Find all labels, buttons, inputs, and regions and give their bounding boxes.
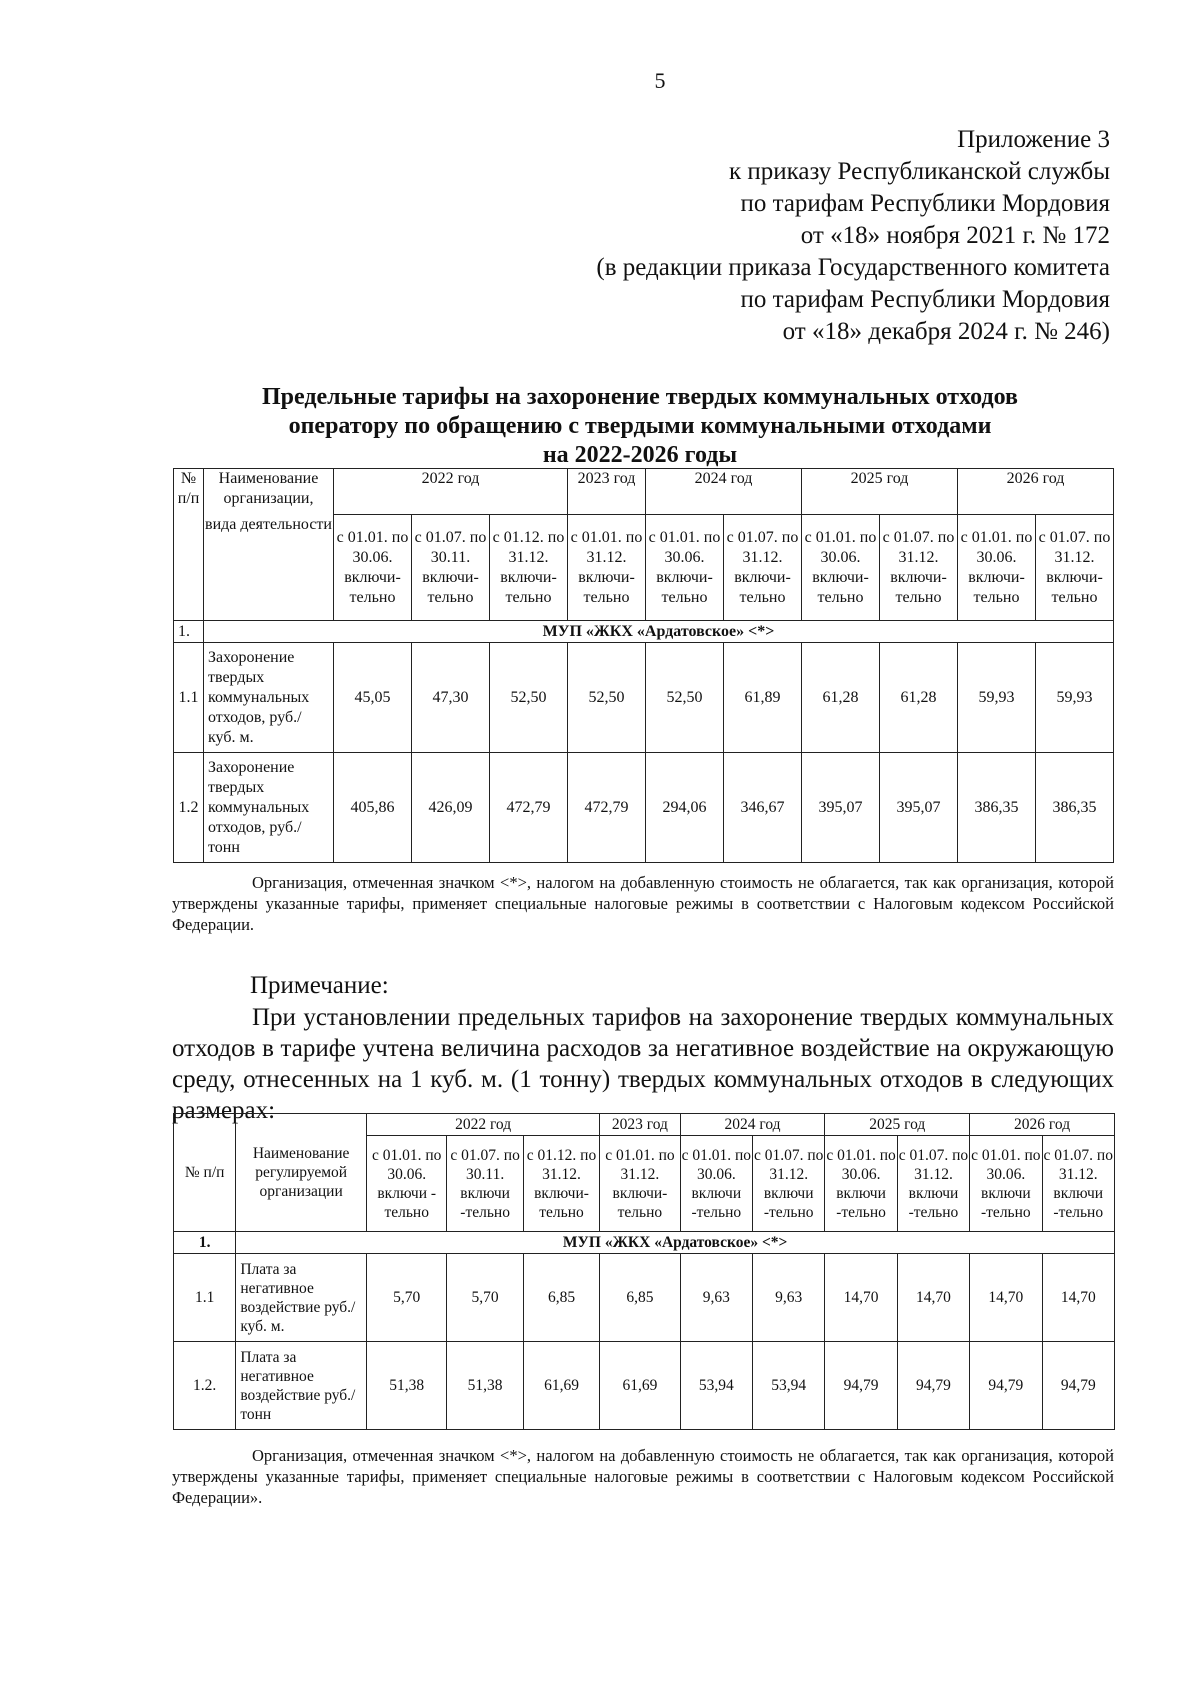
value-cell: 294,06 [646,753,724,863]
value-cell: 53,94 [680,1342,752,1430]
environmental-fee-table [173,1113,1115,1430]
value-cell: 6,85 [523,1254,599,1342]
value-cell: 14,70 [897,1254,969,1342]
section-num: 1. [174,1232,236,1254]
value-cell: 52,50 [490,643,568,753]
value-cell: 9,63 [753,1254,825,1342]
header-org-name: Наименование организации, [204,469,334,515]
note-title: Примечание: [250,972,389,999]
value-cell: 61,28 [802,643,880,753]
title-line: Предельные тарифы на захоронение твердых коммунальных отходов [261,384,1018,410]
value-cell: 61,28 [880,643,958,753]
value-cell: 45,05 [334,643,412,753]
appendix-line: от «18» ноября 2021 г. № 172 [800,222,1110,249]
header-period: с 01.12. по 31.12. включи- тельно [523,1136,599,1232]
header-period: с 01.01. по 30.06. включи - тельно [367,1136,447,1232]
value-cell: 472,79 [568,753,646,863]
value-cell: 94,79 [897,1342,969,1430]
header-year: 2024 год [646,469,802,515]
appendix-line: к приказу Республиканской службы [728,158,1110,185]
value-cell: 386,35 [958,753,1036,863]
appendix-line: по тарифам Республики Мордовия [740,190,1110,217]
header-period: с 01.12. по 31.12. включи-тельно [490,515,568,621]
footnote: Организация, отмеченная значком <*>, налогом на добавленную стоимость не облагается, так как организация, которой утверждены указанные тарифы, применяет специальные налоговые режимы в соответствии с Налоговым кодексом Российской Федерации. [172,873,1114,934]
value-cell: 14,70 [1042,1254,1114,1342]
row-name: Захоронение твердых коммунальных отходов, руб./ куб. м. [204,643,334,753]
header-num: № п/п [174,1114,236,1232]
value-cell: 59,93 [958,643,1036,753]
header-period: с 01.07. по 31.12. включи -тельно [897,1136,969,1232]
header-period: с 01.07. по 31.12. включи -тельно [753,1136,825,1232]
value-cell: 47,30 [412,643,490,753]
row-num: 1.2. [174,1342,236,1430]
header-period: с 01.01. по 30.06. включи-тельно [958,515,1036,621]
row-name: Плата за негативное воздействие руб./ тонн [236,1342,367,1430]
header-period: с 01.01. по 30.06. включи -тельно [680,1136,752,1232]
header-period: с 01.07. по 31.12. включи-тельно [1036,515,1114,621]
value-cell: 52,50 [646,643,724,753]
header-period: с 01.01. по 30.06. включи -тельно [825,1136,897,1232]
title-line: на 2022-2026 годы [542,442,738,468]
value-cell: 61,69 [523,1342,599,1430]
section-org: МУП «ЖКХ «Ардатовское» <*> [204,621,1114,643]
appendix-line: по тарифам Республики Мордовия [740,286,1110,313]
value-cell: 5,70 [367,1254,447,1342]
appendix-line: (в редакции приказа Государственного комитета [596,254,1110,281]
row-name: Захоронение твердых коммунальных отходов, руб./ тонн [204,753,334,863]
table-row [174,1254,1115,1342]
appendix-line: Приложение 3 [957,126,1110,153]
appendix-header [596,124,1110,348]
header-org-name: Наименование регулируемой организации [236,1114,367,1232]
header-year: 2026 год [958,469,1114,515]
header-period: с 01.07. по 30.11. включи-тельно [412,515,490,621]
header-activity: вида деятельности [204,515,334,621]
value-cell: 51,38 [447,1342,523,1430]
tariff-table [173,468,1114,863]
value-cell: 6,85 [600,1254,680,1342]
header-year: 2022 год [334,469,568,515]
section-num: 1. [174,621,204,643]
value-cell: 51,38 [367,1342,447,1430]
header-period: с 01.07. по 31.12. включи-тельно [880,515,958,621]
header-period: с 01.01. по 31.12. включи- тельно [600,1136,680,1232]
header-period: с 01.01. по 30.06. включи-тельно [334,515,412,621]
header-period: с 01.07. по 31.12. включи-тельно [724,515,802,621]
page-number: 5 [654,68,666,93]
value-cell: 52,50 [568,643,646,753]
value-cell: 14,70 [825,1254,897,1342]
value-cell: 94,79 [1042,1342,1114,1430]
value-cell: 346,67 [724,753,802,863]
row-num: 1.1 [174,1254,236,1342]
table-row [174,753,1114,863]
header-year: 2022 год [367,1114,600,1136]
value-cell: 9,63 [680,1254,752,1342]
header-year: 2026 год [970,1114,1115,1136]
table-row [174,643,1114,753]
header-period: с 01.07. по 31.12. включи -тельно [1042,1136,1114,1232]
header-num: № п/п [174,469,204,621]
value-cell: 405,86 [334,753,412,863]
header-year: 2023 год [568,469,646,515]
value-cell: 395,07 [880,753,958,863]
value-cell: 61,69 [600,1342,680,1430]
value-cell: 59,93 [1036,643,1114,753]
header-year: 2023 год [600,1114,680,1136]
document-title [170,383,1110,470]
value-cell: 472,79 [490,753,568,863]
table-row [174,1342,1115,1430]
title-line: оператору по обращению с твердыми коммунальными отходами [288,413,992,439]
value-cell: 386,35 [1036,753,1114,863]
value-cell: 94,79 [970,1342,1042,1430]
header-year: 2025 год [825,1114,970,1136]
value-cell: 426,09 [412,753,490,863]
value-cell: 53,94 [753,1342,825,1430]
header-period: с 01.01. по 31.12. включи-тельно [568,515,646,621]
row-name: Плата за негативное воздействие руб./ куб. м. [236,1254,367,1342]
header-period: с 01.01. по 30.06. включи-тельно [802,515,880,621]
header-period: с 01.01. по 30.06. включи -тельно [970,1136,1042,1232]
header-period: с 01.07. по 30.11. включи -тельно [447,1136,523,1232]
footnote: Организация, отмеченная значком <*>, налогом на добавленную стоимость не облагается, так как организация, которой утверждены указанные тарифы, применяет специальные налоговые режимы в соответствии с Налоговым кодексом Российской Федерации». [172,1446,1114,1507]
note-body: При установлении предельных тарифов на захоронение твердых коммунальных отходов в тарифе учтена величина расходов за негативное воздействие на окружающую среду, отнесенных на 1 куб. м. (1 тонну) твердых коммунальных отходов в следующих размерах: [172,1004,1114,1124]
row-num: 1.2 [174,753,204,863]
header-period: с 01.01. по 30.06. включи-тельно [646,515,724,621]
header-year: 2025 год [802,469,958,515]
value-cell: 14,70 [970,1254,1042,1342]
value-cell: 94,79 [825,1342,897,1430]
value-cell: 61,89 [724,643,802,753]
section-org: МУП «ЖКХ «Ардатовское» <*> [236,1232,1115,1254]
value-cell: 395,07 [802,753,880,863]
value-cell: 5,70 [447,1254,523,1342]
row-num: 1.1 [174,643,204,753]
header-year: 2024 год [680,1114,825,1136]
appendix-line: от «18» декабря 2024 г. № 246) [782,318,1110,345]
